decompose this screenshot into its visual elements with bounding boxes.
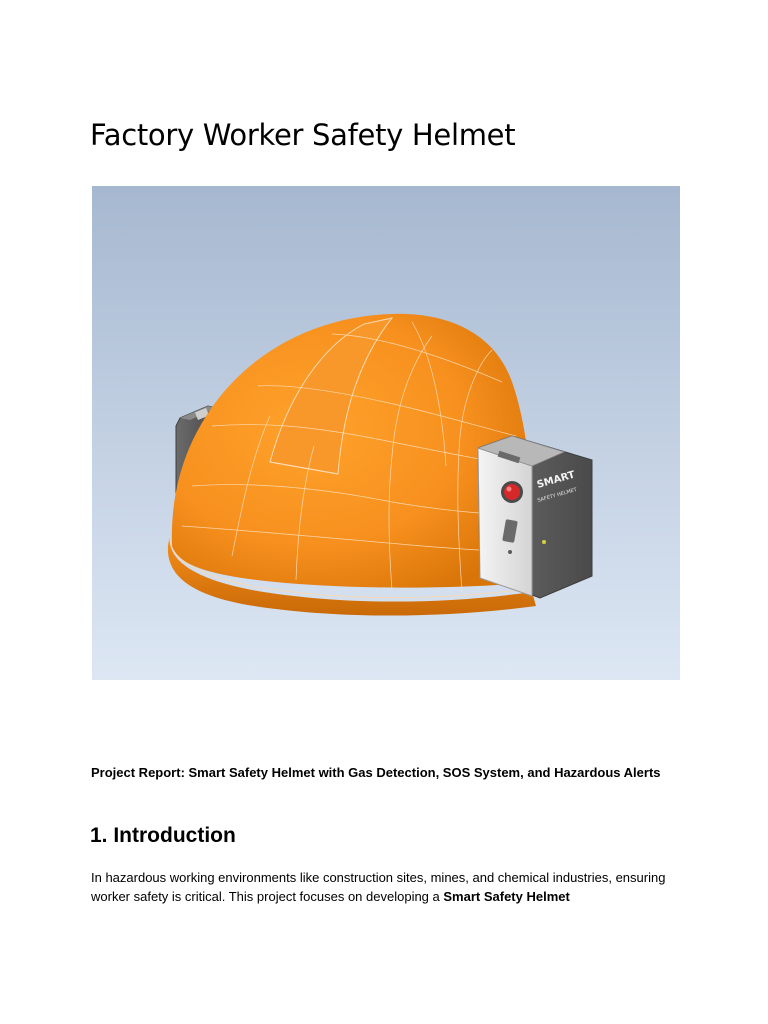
helmet-illustration: [92, 186, 680, 680]
intro-bold-text: Smart Safety Helmet: [443, 889, 570, 904]
module-sub-label: SAFETY HELMET: [536, 486, 578, 504]
helmet-figure: [92, 186, 680, 680]
page-title: Factory Worker Safety Helmet: [90, 118, 516, 152]
intro-text: In hazardous working environments like construction sites, mines, and chemical industries, ensuring worker safety is critical. This project focuses on developing a: [91, 870, 666, 904]
intro-paragraph: [91, 868, 671, 906]
module-brand-label: SMART: [535, 469, 577, 491]
report-heading: Project Report: Smart Safety Helmet with Gas Detection, SOS System, and Hazardous Alerts: [91, 765, 661, 780]
status-led: [542, 540, 546, 544]
section-heading: 1. Introduction: [90, 824, 236, 847]
sos-button: [501, 481, 523, 503]
right-sensor-module: [478, 436, 592, 598]
